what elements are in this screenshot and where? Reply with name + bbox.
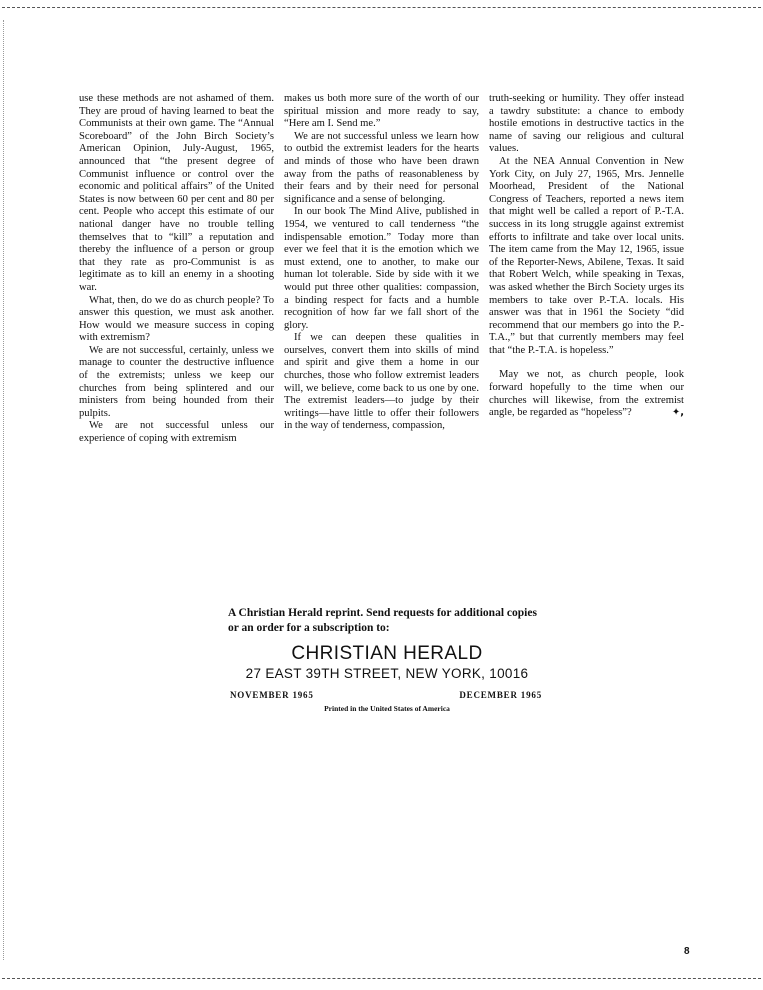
- bottom-rule: [2, 978, 761, 979]
- article-end-mark: ✦,: [671, 407, 684, 419]
- page-number: 8: [684, 946, 690, 957]
- issue-date-left: NOVEMBER 1965: [230, 690, 314, 700]
- article-column-3: [489, 93, 684, 493]
- issue-dates: [228, 690, 546, 700]
- article-paragraph: use these methods are not ashamed of them. They are proud of having learned to beat the Communists at their own game. The “Annual Scoreboard” of the John Birch Society’s American Opinion, July-August, 1965, announced that “the present degree of Communist influence or control over the economic and political affairs” of the United States is now between 60 per cent and 80 per cent. People who accept this estimate of our national danger have no trouble telling themselves that to “kill” a reputation and thereby the influence of a person or group that they rate as pro-Communist is as legitimate as to kill an enemy in a shooting war.: [79, 93, 274, 293]
- article-paragraph: We are not successful unless we learn how to outbid the extremist leaders for the hearts and minds of those who have been drawn away from the paths of reasonableness by their fears and by their need for personal significance and a sense of belonging.: [284, 130, 479, 205]
- magazine-name: CHRISTIAN HERALD: [291, 643, 483, 664]
- scan-edge-line: [3, 20, 4, 960]
- article-paragraph: If we can deepen these qualities in ourselves, convert them into skills of mind and spirit and give them a home in our churches, those who follow extremist leaders will, we believe, come back to us one by one. The extremist leaders—to judge by their writings—have little to offer their followers in the way of tenderness, compassion,: [284, 332, 479, 432]
- article-paragraph: truth-seeking or humility. They offer instead a tawdry substitute: a chance to embody hostile emotions in destructive tactics in the name of saving our religious and cultural values.: [489, 93, 684, 155]
- issue-date-right: DECEMBER 1965: [459, 690, 542, 700]
- reprint-box: [228, 606, 546, 713]
- article-paragraph: makes us both more sure of the worth of our spiritual mission and more ready to say, “Here am I. Send me.”: [284, 93, 479, 130]
- article-column-1: [79, 93, 274, 493]
- article-paragraph-final: [489, 369, 684, 419]
- article-paragraph: We are not successful, certainly, unless we manage to counter the destructive influence of the extremists; unless we keep our churches from being splintered and our ministers from being hounded from their pulpits.: [79, 344, 274, 419]
- top-rule: [2, 7, 761, 8]
- printed-in-notice: Printed in the United States of America: [324, 704, 450, 713]
- reprint-note: A Christian Herald reprint. Send requests for additional copies or an order for a subscription to:: [228, 607, 537, 634]
- article-column-2: [284, 93, 479, 493]
- article-paragraph: We are not successful unless our experience of coping with extremism: [79, 420, 274, 445]
- magazine-address: 27 EAST 39TH STREET, NEW YORK, 10016: [245, 666, 529, 681]
- article-final-text: May we not, as church people, look forward hopefully to the time when our churches will likewise, from the extremist angle, be regarded as “hopeless”?: [489, 369, 684, 419]
- article-paragraph: What, then, do we do as church people? To answer this question, we must ask another. How would we measure success in coping with extremism?: [79, 294, 274, 344]
- article-paragraph: At the NEA Annual Convention in New York City, on July 27, 1965, Mrs. Jennelle Moorhead, President of the National Congress of Teachers, reported a news item that might well be called a report of P.-T.A. success in its long struggle against extremist efforts to infiltrate and take over local units. The item came from the May 12, 1965, issue of the Reporter-News, Abilene, Texas. It said that Robert Welch, while speaking in Texas, was asked whether the Birch Society urges its members to take over P.-T.A. locals. His answer was that in 1961 the Society “did recommend that our members go into the P.-T.A.,” but that currently members may feel that “the P.-T.A. is hopeless.”: [489, 155, 684, 356]
- article-paragraph: In our book The Mind Alive, published in 1954, we ventured to call tenderness “the indispensable emotion.” Today more than ever we feel that it is the emotion which we must extend, one to another, to make our human lot tolerable. Side by side with it we would put three other qualities: compassion, a binding respect for facts and a humble recognition of how far we fall short of the glory.: [284, 206, 479, 331]
- article-body: [79, 93, 684, 493]
